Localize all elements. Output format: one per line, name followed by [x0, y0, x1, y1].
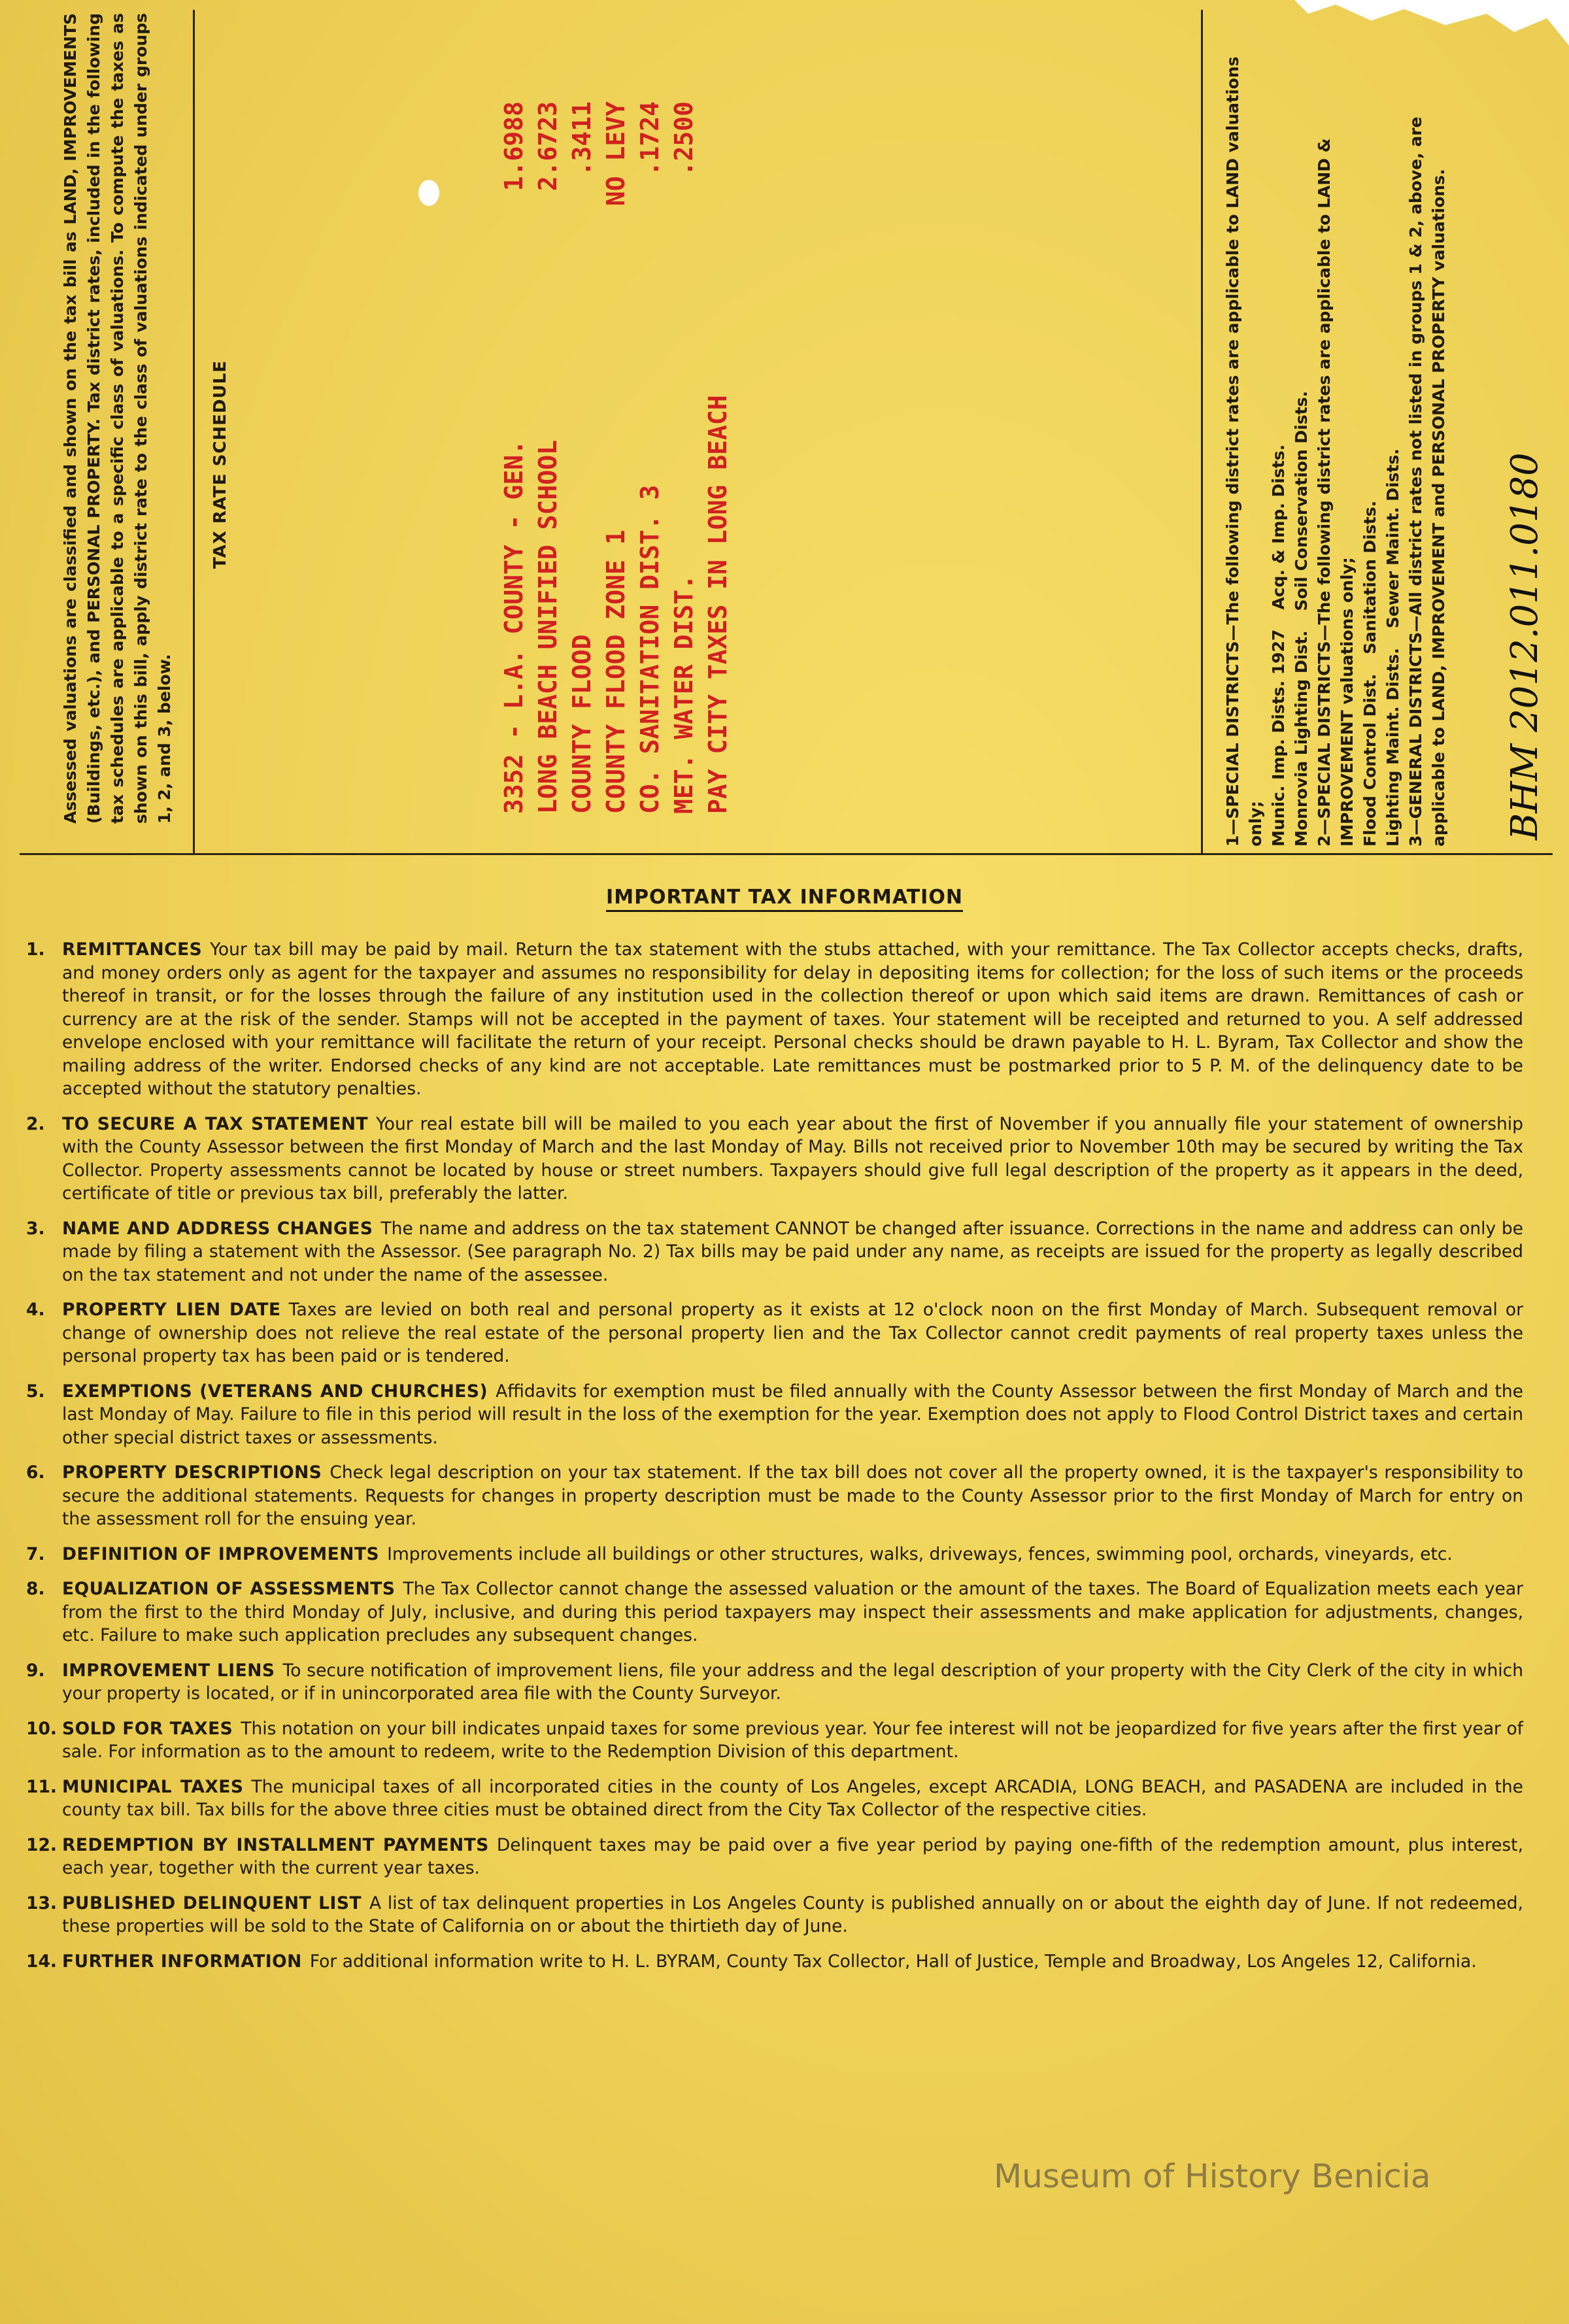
info-item: 11. MUNICIPAL TAXES The municipal taxes of all incorporated cities in the county of Los Angeles, except ARCADIA, LONG BEACH, and PASADENA are included in the county tax bill. Tax bills for the above three cities must be obtained direct from the City Tax Collector of the respective cities.	[26, 1776, 1523, 1820]
rate-row: COUNTY FLOOD ZONE 1 NO LEVY	[601, 101, 630, 814]
info-list	[26, 938, 1523, 1985]
rate-stamp	[497, 101, 735, 814]
divider-line-right	[1201, 10, 1203, 853]
rate-row: COUNTY FLOOD .3411	[567, 101, 596, 814]
rate-row: PAY CITY TAXES IN LONG BEACH	[703, 395, 732, 814]
info-item: 13. PUBLISHED DELINQUENT LIST A list of tax delinquent properties in Los Angeles County is published annually on or about the eighth day of June. If not redeemed, these properties will be sold to the State of California on or about the thirtieth day of June.	[26, 1893, 1523, 1936]
info-item: 8. EQUALIZATION OF ASSESSMENTS The Tax Collector cannot change the assessed valuation or the amount of the taxes. The Board of Equalization meets each year from the first to the third Monday of July, inclusive, and during this period taxpayers may inspect their assessments and make application for adjustments, changes, etc. Failure to make such application precludes any subsequent changes.	[26, 1579, 1523, 1645]
rate-row: MET. WATER DIST. .2500	[669, 101, 698, 814]
important-info-title: IMPORTANT TAX INFORMATION	[0, 886, 1569, 909]
tax-rate-schedule-title: TAX RATE SCHEDULE	[211, 360, 230, 569]
rate-row: LONG BEACH UNIFIED SCHOOL 2.6723	[533, 101, 562, 814]
info-item: 3. NAME AND ADDRESS CHANGES The name and address on the tax statement CANNOT be changed after issuance. Corrections in the name and address can only be made by filing a statement with the Assessor. (See paragraph No. 2) Tax bills may be paid under any name, as receipts are issued for the property as legally described on the tax statement and not under the name of the assessee.	[26, 1218, 1523, 1285]
info-item: 9. IMPROVEMENT LIENS To secure notification of improvement liens, file your address and the legal description of your property with the City Clerk of the city in which your property is located, or if in unincorporated area file with the County Surveyor.	[26, 1660, 1523, 1704]
info-item: 10. SOLD FOR TAXES This notation on your bill indicates unpaid taxes for some previous year. Your fee interest will not be jeopardized for five years after the first year of sale. For information as to the amount to redeem, write to the Redemption Division of this department.	[26, 1718, 1523, 1762]
info-item: 1. REMITTANCES Your tax bill may be paid by mail. Return the tax statement with the stubs attached, with your remittance. The Tax Collector accepts checks, drafts, and money orders only as agent for the taxpayer and assumes no responsibility for delay in depositing items for collection; for the loss of such items or the proceeds thereof in transit, or for the losses through the failure of any institution used in the collection thereof or upon which said items are drawn. Remittances of cash or currency are at the risk of the sender. Stamps will not be accepted in the payment of taxes. Your statement will be receipted and returned to you. A self addressed envelope enclosed with your remittance will facilitate the return of your receipt. Personal checks should be drawn payable to H. L. Byram, Tax Collector and show the mailing address of the writer. Endorsed checks of any kind are not acceptable. Late remittances must be postmarked prior to 5 P. M. of the delinquency date to be accepted without the statutory penalties.	[26, 939, 1523, 1099]
info-item: 12. REDEMPTION BY INSTALLMENT PAYMENTS Delinquent taxes may be paid over a five year period by paying one-fifth of the redemption amount, plus interest, each year, together with the current year taxes.	[26, 1834, 1523, 1878]
museum-watermark: Museum of History Benicia	[994, 2157, 1431, 2195]
valuation-intro-text: Assessed valuations are classified and shown on the tax bill as LAND, IMPROVEMENTS (Buildings, etc.), and PERSONAL PROPERTY. Tax district rates, included in the following tax schedules are applicable to a specific class of valuations. To compute the taxes as shown on this bill, apply district rate to the class of valuations indicated under groups 1, 2, and 3, below.	[61, 13, 174, 824]
rate-row: 3352 - L.A. COUNTY - GEN. 1.6988	[499, 101, 528, 814]
valuation-intro	[59, 13, 177, 824]
info-item: 6. PROPERTY DESCRIPTIONS Check legal description on your tax statement. If the tax bill does not cover all the property owned, it is the taxpayer's responsibility to secure the additional statements. Requests for changes in property description must be made to the County Assessor prior to the first Monday of March for entry on the assessment roll for the ensuing year.	[26, 1462, 1523, 1529]
rate-row: CO. SANITATION DIST. 3 .1724	[635, 101, 664, 814]
info-item: 5. EXEMPTIONS (VETERANS AND CHURCHES) Affidavits for exemption must be filed annually with the County Assessor between the first Monday of March and the last Monday of May. Failure to file in this period will result in the loss of the exemption for the year. Exemption does not apply to Flood Control District taxes and certain other special district taxes or assessments.	[26, 1381, 1523, 1448]
district-groups: 1—SPECIAL DISTRICTS—The following district rates are applicable to LAND valuations only; Munic. Imp. Dists. 1927 Acq. & Imp. Dists. Monrovia Lighting Dist. Soil Conservation Dists. 2—SPECIAL DISTRICTS—The following district rates are applicable to LAND & IMPROVEMENT valuations only; Flood Control Dist. Sanitation Dists. Lighting Maint. Dists. Sewer Maint. Dists. 3—GENERAL DISTRICTS—All district rates not listed in groups 1 & 2, above, are applicable to LAND, IMPROVEMENT and PERSONAL PROPERTY valuations.	[1223, 56, 1448, 847]
info-item: 4. PROPERTY LIEN DATE Taxes are levied on both real and personal property as it exists at 12 o'clock noon on the first Monday of March. Subsequent removal or change of ownership does not relieve the real estate of the personal property lien and the Tax Collector cannot credit payments of real property taxes unless the personal property tax has been paid or is tendered.	[26, 1300, 1524, 1366]
info-item: 2. TO SECURE A TAX STATEMENT Your real estate bill will be mailed to you each year about the first of November if you annually file your statement of ownership with the County Assessor between the first Monday of March and the last Monday of May. Bills not received prior to November 10th may be secured by writing the Tax Collector. Property assessments cannot be located by house or street numbers. Taxpayers should give full legal description of the property as it appears in the deed, certificate of title or previous tax bill, preferably the latter.	[26, 1113, 1523, 1204]
info-item: 7. DEFINITION OF IMPROVEMENTS Improvements include all buildings or other structures, walks, driveways, fences, swimming pool, orchards, vineyards, etc.	[26, 1543, 1453, 1564]
divider-line-left	[193, 10, 195, 853]
info-item: 14. FURTHER INFORMATION For additional information write to H. L. BYRAM, County Tax Collector, Hall of Justice, Temple and Broadway, Los Angeles 12, California.	[26, 1951, 1477, 1972]
section-divider	[20, 853, 1553, 855]
handwritten-accession-number: BHM 2012.011.0180	[1504, 452, 1546, 840]
tax-rate-section	[0, 0, 1569, 853]
